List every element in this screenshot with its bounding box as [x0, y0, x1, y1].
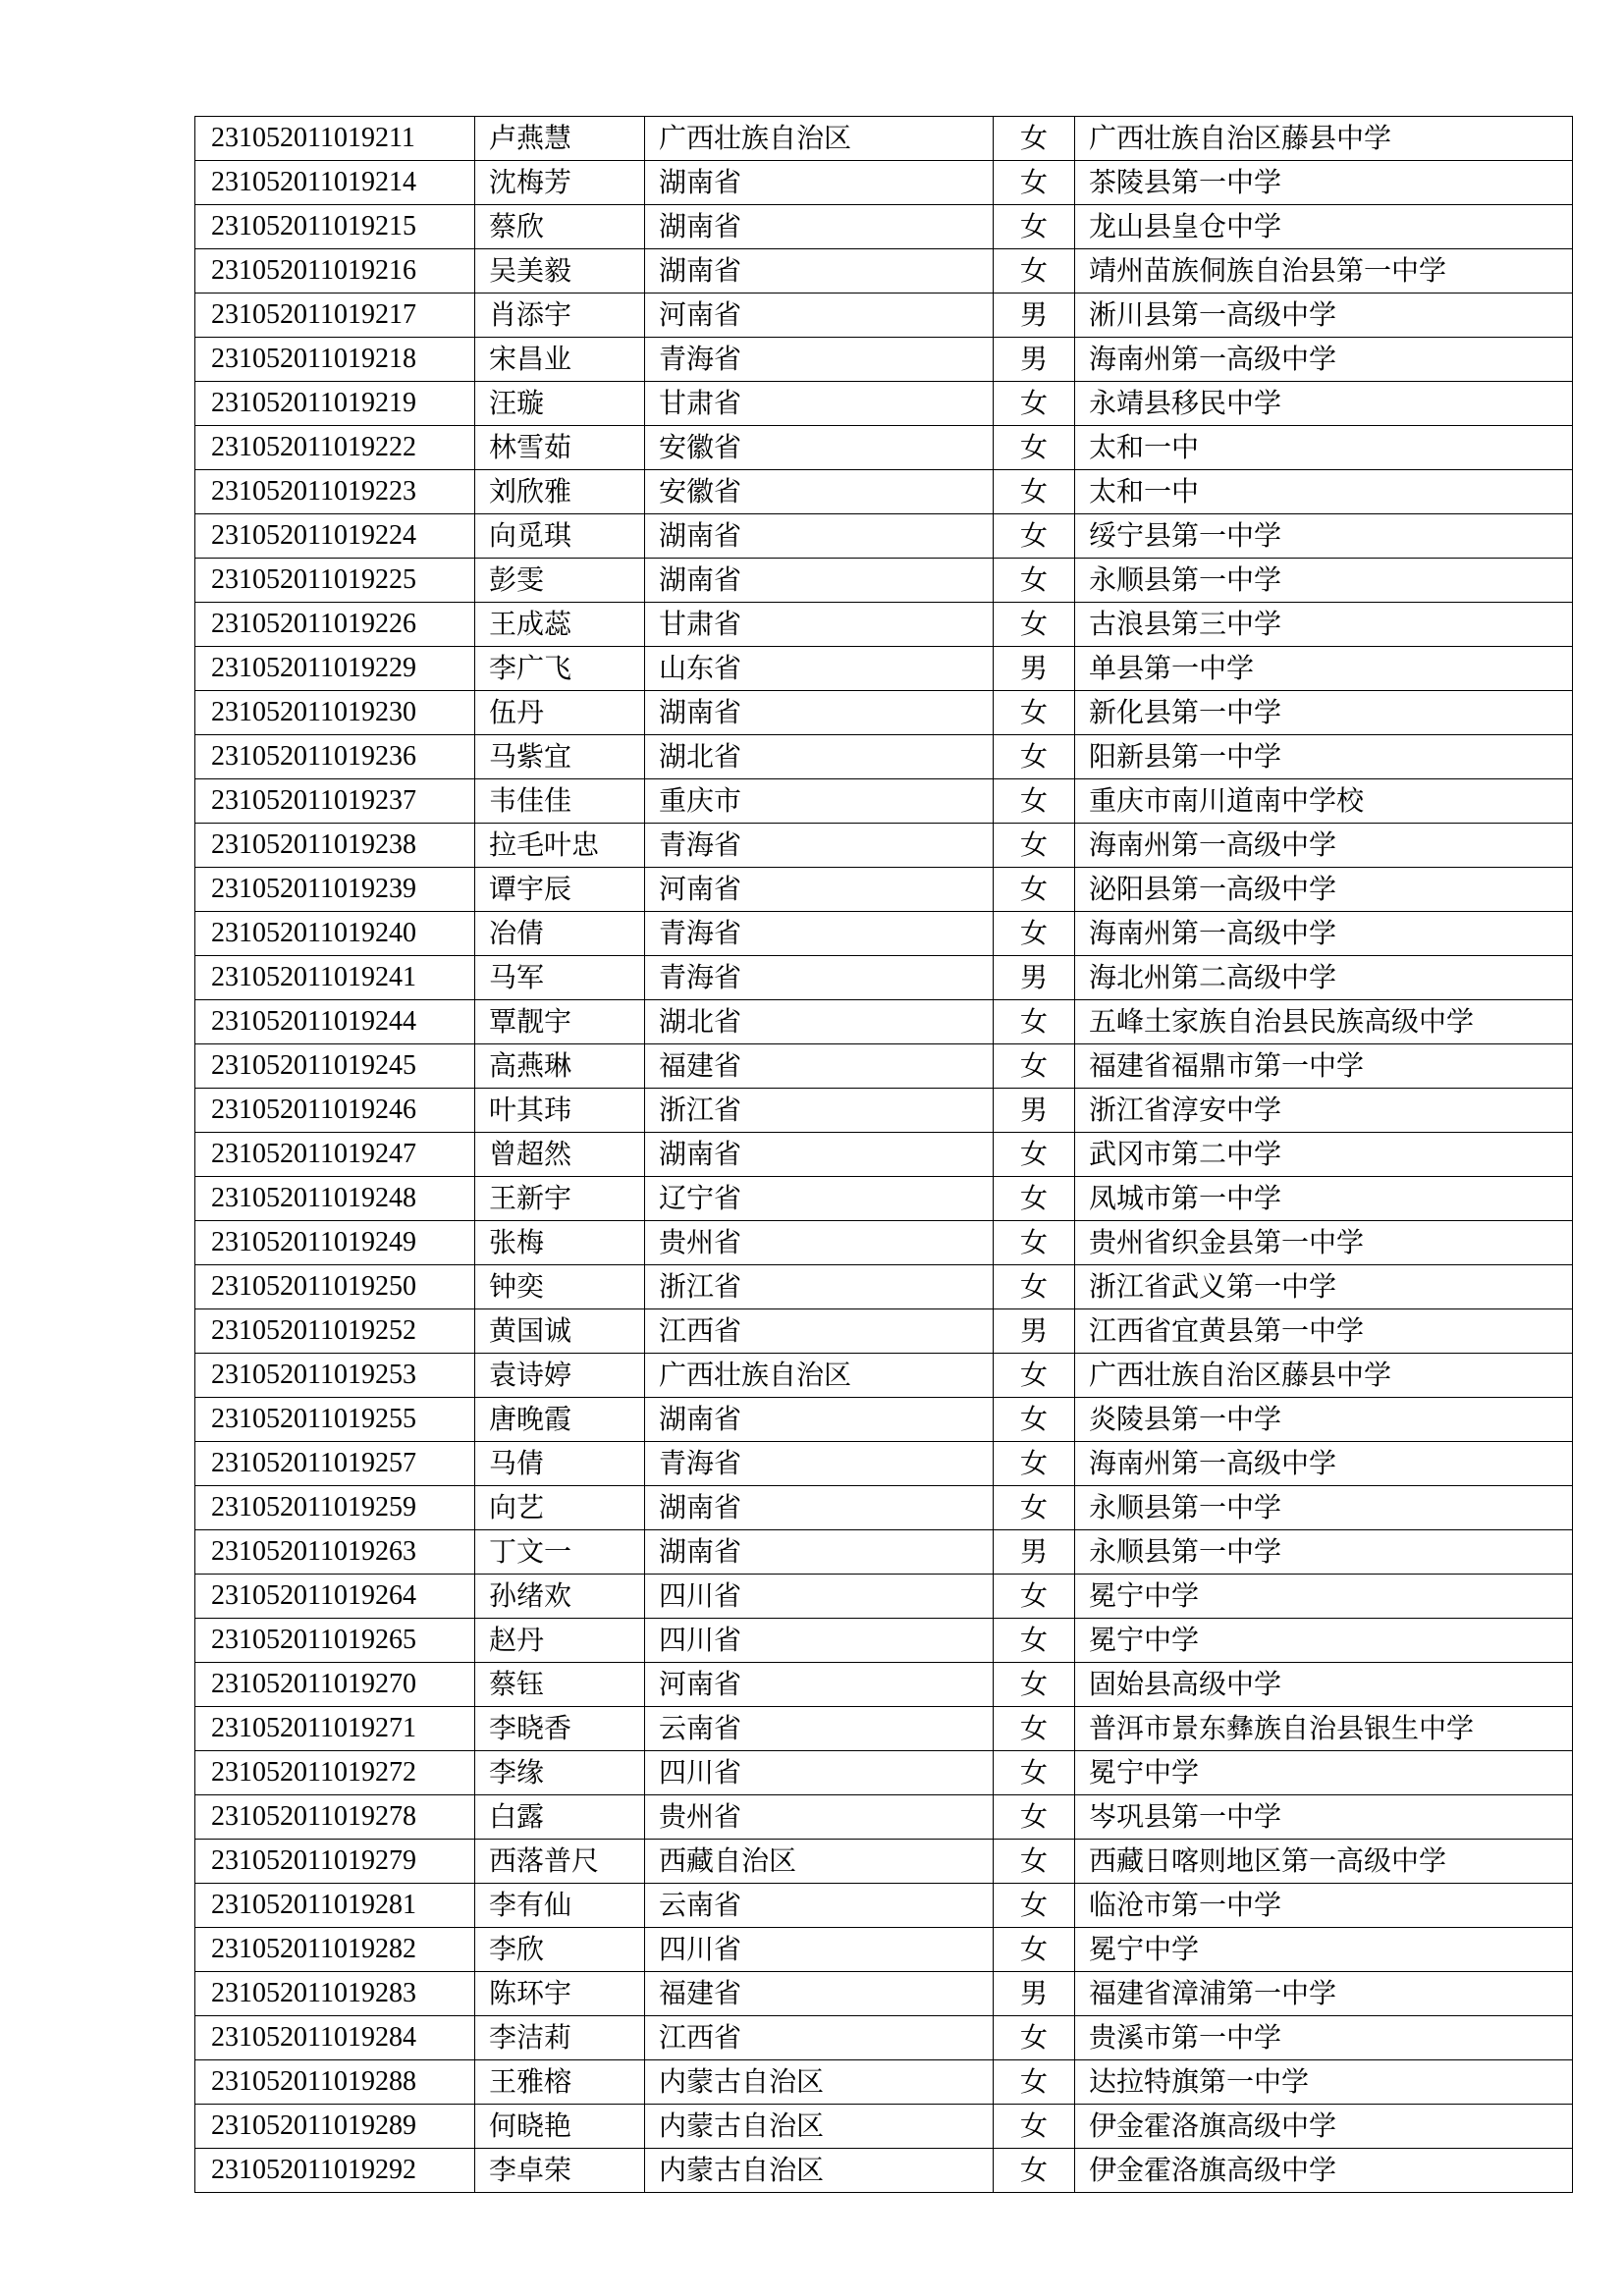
- exam-id-cell: 231052011019218: [195, 338, 475, 382]
- student-name-cell: 西落普尺: [475, 1840, 645, 1884]
- student-name-cell: 韦佳佳: [475, 779, 645, 824]
- student-name-cell: 李广飞: [475, 647, 645, 691]
- table-row: [195, 603, 1573, 647]
- gender-cell: 女: [994, 912, 1075, 956]
- school-cell: 阳新县第一中学: [1075, 735, 1573, 779]
- student-name-cell: 刘欣雅: [475, 470, 645, 514]
- table-row: [195, 647, 1573, 691]
- exam-id-cell: 231052011019241: [195, 956, 475, 1000]
- school-cell: 江西省宜黄县第一中学: [1075, 1309, 1573, 1354]
- gender-cell: 女: [994, 1265, 1075, 1309]
- province-cell: 重庆市: [645, 779, 994, 824]
- table-row: [195, 1089, 1573, 1133]
- student-name-cell: 宋昌业: [475, 338, 645, 382]
- school-cell: 太和一中: [1075, 470, 1573, 514]
- exam-id-cell: 231052011019264: [195, 1575, 475, 1619]
- student-name-cell: 沈梅芳: [475, 161, 645, 205]
- gender-cell: 女: [994, 824, 1075, 868]
- gender-cell: 女: [994, 1751, 1075, 1795]
- exam-id-cell: 231052011019229: [195, 647, 475, 691]
- table-row: [195, 1795, 1573, 1840]
- table-row: [195, 1398, 1573, 1442]
- province-cell: 湖北省: [645, 1000, 994, 1044]
- province-cell: 福建省: [645, 1044, 994, 1089]
- province-cell: 山东省: [645, 647, 994, 691]
- student-name-cell: 王新宇: [475, 1177, 645, 1221]
- table-row: [195, 1000, 1573, 1044]
- exam-id-cell: 231052011019240: [195, 912, 475, 956]
- school-cell: 临沧市第一中学: [1075, 1884, 1573, 1928]
- student-name-cell: 冶倩: [475, 912, 645, 956]
- exam-id-cell: 231052011019211: [195, 117, 475, 161]
- exam-id-cell: 231052011019284: [195, 2016, 475, 2060]
- province-cell: 湖南省: [645, 1398, 994, 1442]
- school-cell: 龙山县皇仓中学: [1075, 205, 1573, 249]
- province-cell: 四川省: [645, 1751, 994, 1795]
- province-cell: 河南省: [645, 1663, 994, 1707]
- gender-cell: 女: [994, 382, 1075, 426]
- province-cell: 河南省: [645, 868, 994, 912]
- province-cell: 四川省: [645, 1619, 994, 1663]
- exam-id-cell: 231052011019244: [195, 1000, 475, 1044]
- school-cell: 贵溪市第一中学: [1075, 2016, 1573, 2060]
- province-cell: 贵州省: [645, 1221, 994, 1265]
- exam-id-cell: 231052011019224: [195, 514, 475, 559]
- province-cell: 浙江省: [645, 1089, 994, 1133]
- province-cell: 湖南省: [645, 559, 994, 603]
- gender-cell: 女: [994, 2149, 1075, 2193]
- province-cell: 湖南省: [645, 249, 994, 294]
- student-name-cell: 李有仙: [475, 1884, 645, 1928]
- exam-id-cell: 231052011019283: [195, 1972, 475, 2016]
- exam-id-cell: 231052011019292: [195, 2149, 475, 2193]
- school-cell: 海南州第一高级中学: [1075, 1442, 1573, 1486]
- exam-id-cell: 231052011019288: [195, 2060, 475, 2105]
- province-cell: 青海省: [645, 824, 994, 868]
- table-row: [195, 2149, 1573, 2193]
- student-name-cell: 李欣: [475, 1928, 645, 1972]
- school-cell: 古浪县第三中学: [1075, 603, 1573, 647]
- exam-id-cell: 231052011019247: [195, 1133, 475, 1177]
- student-name-cell: 汪璇: [475, 382, 645, 426]
- table-row: [195, 1221, 1573, 1265]
- province-cell: 湖南省: [645, 161, 994, 205]
- province-cell: 湖南省: [645, 514, 994, 559]
- province-cell: 甘肃省: [645, 382, 994, 426]
- province-cell: 福建省: [645, 1972, 994, 2016]
- province-cell: 西藏自治区: [645, 1840, 994, 1884]
- student-name-cell: 蔡钰: [475, 1663, 645, 1707]
- province-cell: 内蒙古自治区: [645, 2149, 994, 2193]
- student-name-cell: 谭宇辰: [475, 868, 645, 912]
- student-name-cell: 赵丹: [475, 1619, 645, 1663]
- gender-cell: 女: [994, 249, 1075, 294]
- student-name-cell: 李洁莉: [475, 2016, 645, 2060]
- student-list-body: [195, 117, 1573, 2193]
- school-cell: 炎陵县第一中学: [1075, 1398, 1573, 1442]
- student-name-cell: 覃靓宇: [475, 1000, 645, 1044]
- province-cell: 云南省: [645, 1884, 994, 1928]
- exam-id-cell: 231052011019257: [195, 1442, 475, 1486]
- student-name-cell: 蔡欣: [475, 205, 645, 249]
- exam-id-cell: 231052011019259: [195, 1486, 475, 1530]
- exam-id-cell: 231052011019263: [195, 1530, 475, 1575]
- table-row: [195, 824, 1573, 868]
- province-cell: 江西省: [645, 1309, 994, 1354]
- table-row: [195, 161, 1573, 205]
- province-cell: 云南省: [645, 1707, 994, 1751]
- exam-id-cell: 231052011019230: [195, 691, 475, 735]
- exam-id-cell: 231052011019216: [195, 249, 475, 294]
- gender-cell: 女: [994, 1221, 1075, 1265]
- exam-id-cell: 231052011019282: [195, 1928, 475, 1972]
- exam-id-cell: 231052011019236: [195, 735, 475, 779]
- gender-cell: 女: [994, 1884, 1075, 1928]
- table-row: [195, 1619, 1573, 1663]
- school-cell: 福建省漳浦第一中学: [1075, 1972, 1573, 2016]
- table-row: [195, 735, 1573, 779]
- exam-id-cell: 231052011019226: [195, 603, 475, 647]
- table-row: [195, 1972, 1573, 2016]
- gender-cell: 女: [994, 1619, 1075, 1663]
- school-cell: 单县第一中学: [1075, 647, 1573, 691]
- exam-id-cell: 231052011019238: [195, 824, 475, 868]
- gender-cell: 女: [994, 205, 1075, 249]
- school-cell: 海北州第二高级中学: [1075, 956, 1573, 1000]
- exam-id-cell: 231052011019223: [195, 470, 475, 514]
- school-cell: 永顺县第一中学: [1075, 559, 1573, 603]
- table-row: [195, 294, 1573, 338]
- table-row: [195, 382, 1573, 426]
- gender-cell: 男: [994, 294, 1075, 338]
- exam-id-cell: 231052011019279: [195, 1840, 475, 1884]
- exam-id-cell: 231052011019281: [195, 1884, 475, 1928]
- gender-cell: 女: [994, 1177, 1075, 1221]
- exam-id-cell: 231052011019225: [195, 559, 475, 603]
- student-name-cell: 叶其玮: [475, 1089, 645, 1133]
- gender-cell: 女: [994, 1795, 1075, 1840]
- school-cell: 广西壮族自治区藤县中学: [1075, 117, 1573, 161]
- gender-cell: 男: [994, 1089, 1075, 1133]
- school-cell: 泌阳县第一高级中学: [1075, 868, 1573, 912]
- student-name-cell: 李缘: [475, 1751, 645, 1795]
- table-row: [195, 205, 1573, 249]
- student-name-cell: 张梅: [475, 1221, 645, 1265]
- school-cell: 靖州苗族侗族自治县第一中学: [1075, 249, 1573, 294]
- exam-id-cell: 231052011019215: [195, 205, 475, 249]
- table-row: [195, 249, 1573, 294]
- table-row: [195, 117, 1573, 161]
- student-name-cell: 唐晚霞: [475, 1398, 645, 1442]
- province-cell: 湖南省: [645, 1530, 994, 1575]
- student-name-cell: 肖添宇: [475, 294, 645, 338]
- gender-cell: 女: [994, 426, 1075, 470]
- school-cell: 重庆市南川道南中学校: [1075, 779, 1573, 824]
- gender-cell: 女: [994, 1000, 1075, 1044]
- province-cell: 甘肃省: [645, 603, 994, 647]
- table-row: [195, 956, 1573, 1000]
- gender-cell: 女: [994, 2105, 1075, 2149]
- table-row: [195, 1751, 1573, 1795]
- gender-cell: 男: [994, 1309, 1075, 1354]
- province-cell: 江西省: [645, 2016, 994, 2060]
- gender-cell: 女: [994, 1663, 1075, 1707]
- table-row: [195, 868, 1573, 912]
- table-row: [195, 1663, 1573, 1707]
- province-cell: 四川省: [645, 1575, 994, 1619]
- gender-cell: 女: [994, 1575, 1075, 1619]
- exam-id-cell: 231052011019237: [195, 779, 475, 824]
- school-cell: 绥宁县第一中学: [1075, 514, 1573, 559]
- province-cell: 内蒙古自治区: [645, 2060, 994, 2105]
- table-row: [195, 779, 1573, 824]
- table-row: [195, 1486, 1573, 1530]
- school-cell: 浙江省淳安中学: [1075, 1089, 1573, 1133]
- table-row: [195, 1707, 1573, 1751]
- school-cell: 新化县第一中学: [1075, 691, 1573, 735]
- school-cell: 海南州第一高级中学: [1075, 824, 1573, 868]
- province-cell: 贵州省: [645, 1795, 994, 1840]
- school-cell: 固始县高级中学: [1075, 1663, 1573, 1707]
- province-cell: 湖南省: [645, 1486, 994, 1530]
- table-row: [195, 470, 1573, 514]
- school-cell: 永顺县第一中学: [1075, 1486, 1573, 1530]
- exam-id-cell: 231052011019219: [195, 382, 475, 426]
- gender-cell: 女: [994, 1044, 1075, 1089]
- table-row: [195, 1884, 1573, 1928]
- school-cell: 淅川县第一高级中学: [1075, 294, 1573, 338]
- gender-cell: 女: [994, 1442, 1075, 1486]
- table-row: [195, 338, 1573, 382]
- exam-id-cell: 231052011019246: [195, 1089, 475, 1133]
- table-row: [195, 1133, 1573, 1177]
- exam-id-cell: 231052011019252: [195, 1309, 475, 1354]
- province-cell: 青海省: [645, 912, 994, 956]
- school-cell: 岑巩县第一中学: [1075, 1795, 1573, 1840]
- school-cell: 五峰土家族自治县民族高级中学: [1075, 1000, 1573, 1044]
- gender-cell: 女: [994, 2060, 1075, 2105]
- school-cell: 冕宁中学: [1075, 1928, 1573, 1972]
- exam-id-cell: 231052011019270: [195, 1663, 475, 1707]
- gender-cell: 男: [994, 1972, 1075, 2016]
- school-cell: 海南州第一高级中学: [1075, 912, 1573, 956]
- school-cell: 冕宁中学: [1075, 1751, 1573, 1795]
- student-name-cell: 彭雯: [475, 559, 645, 603]
- exam-id-cell: 231052011019271: [195, 1707, 475, 1751]
- exam-id-cell: 231052011019255: [195, 1398, 475, 1442]
- table-row: [195, 1928, 1573, 1972]
- gender-cell: 女: [994, 1133, 1075, 1177]
- province-cell: 安徽省: [645, 426, 994, 470]
- province-cell: 青海省: [645, 1442, 994, 1486]
- gender-cell: 女: [994, 735, 1075, 779]
- school-cell: 凤城市第一中学: [1075, 1177, 1573, 1221]
- exam-id-cell: 231052011019214: [195, 161, 475, 205]
- province-cell: 浙江省: [645, 1265, 994, 1309]
- table-row: [195, 426, 1573, 470]
- province-cell: 青海省: [645, 338, 994, 382]
- school-cell: 冕宁中学: [1075, 1619, 1573, 1663]
- exam-id-cell: 231052011019272: [195, 1751, 475, 1795]
- gender-cell: 女: [994, 1707, 1075, 1751]
- school-cell: 永顺县第一中学: [1075, 1530, 1573, 1575]
- exam-id-cell: 231052011019278: [195, 1795, 475, 1840]
- exam-id-cell: 231052011019222: [195, 426, 475, 470]
- student-name-cell: 何晓艳: [475, 2105, 645, 2149]
- student-name-cell: 王成蕊: [475, 603, 645, 647]
- table-row: [195, 1442, 1573, 1486]
- province-cell: 湖北省: [645, 735, 994, 779]
- student-name-cell: 拉毛叶忠: [475, 824, 645, 868]
- province-cell: 河南省: [645, 294, 994, 338]
- exam-id-cell: 231052011019250: [195, 1265, 475, 1309]
- gender-cell: 女: [994, 470, 1075, 514]
- exam-id-cell: 231052011019265: [195, 1619, 475, 1663]
- school-cell: 福建省福鼎市第一中学: [1075, 1044, 1573, 1089]
- table-row: [195, 559, 1573, 603]
- student-name-cell: 马倩: [475, 1442, 645, 1486]
- table-row: [195, 691, 1573, 735]
- province-cell: 广西壮族自治区: [645, 117, 994, 161]
- table-row: [195, 1177, 1573, 1221]
- school-cell: 茶陵县第一中学: [1075, 161, 1573, 205]
- student-name-cell: 卢燕慧: [475, 117, 645, 161]
- student-name-cell: 林雪茹: [475, 426, 645, 470]
- gender-cell: 男: [994, 647, 1075, 691]
- student-name-cell: 钟奕: [475, 1265, 645, 1309]
- school-cell: 武冈市第二中学: [1075, 1133, 1573, 1177]
- gender-cell: 女: [994, 514, 1075, 559]
- student-name-cell: 伍丹: [475, 691, 645, 735]
- table-row: [195, 2060, 1573, 2105]
- student-name-cell: 陈环宇: [475, 1972, 645, 2016]
- student-name-cell: 马军: [475, 956, 645, 1000]
- school-cell: 太和一中: [1075, 426, 1573, 470]
- school-cell: 达拉特旗第一中学: [1075, 2060, 1573, 2105]
- student-name-cell: 李晓香: [475, 1707, 645, 1751]
- school-cell: 伊金霍洛旗高级中学: [1075, 2105, 1573, 2149]
- school-cell: 西藏日喀则地区第一高级中学: [1075, 1840, 1573, 1884]
- gender-cell: 女: [994, 1486, 1075, 1530]
- school-cell: 冕宁中学: [1075, 1575, 1573, 1619]
- student-name-cell: 王雅榕: [475, 2060, 645, 2105]
- student-name-cell: 向艺: [475, 1486, 645, 1530]
- gender-cell: 女: [994, 2016, 1075, 2060]
- exam-id-cell: 231052011019248: [195, 1177, 475, 1221]
- student-list-table: [194, 116, 1573, 2193]
- table-row: [195, 1575, 1573, 1619]
- table-row: [195, 912, 1573, 956]
- table-row: [195, 2016, 1573, 2060]
- exam-id-cell: 231052011019239: [195, 868, 475, 912]
- gender-cell: 女: [994, 161, 1075, 205]
- gender-cell: 女: [994, 117, 1075, 161]
- gender-cell: 女: [994, 1928, 1075, 1972]
- exam-id-cell: 231052011019245: [195, 1044, 475, 1089]
- school-cell: 普洱市景东彝族自治县银生中学: [1075, 1707, 1573, 1751]
- school-cell: 贵州省织金县第一中学: [1075, 1221, 1573, 1265]
- gender-cell: 女: [994, 691, 1075, 735]
- school-cell: 海南州第一高级中学: [1075, 338, 1573, 382]
- student-name-cell: 曾超然: [475, 1133, 645, 1177]
- gender-cell: 女: [994, 779, 1075, 824]
- table-row: [195, 1354, 1573, 1398]
- gender-cell: 女: [994, 1840, 1075, 1884]
- province-cell: 内蒙古自治区: [645, 2105, 994, 2149]
- province-cell: 安徽省: [645, 470, 994, 514]
- province-cell: 湖南省: [645, 691, 994, 735]
- gender-cell: 男: [994, 338, 1075, 382]
- student-name-cell: 吴美毅: [475, 249, 645, 294]
- province-cell: 辽宁省: [645, 1177, 994, 1221]
- table-row: [195, 2105, 1573, 2149]
- gender-cell: 女: [994, 559, 1075, 603]
- student-name-cell: 袁诗婷: [475, 1354, 645, 1398]
- student-name-cell: 白露: [475, 1795, 645, 1840]
- table-row: [195, 1309, 1573, 1354]
- table-row: [195, 514, 1573, 559]
- province-cell: 广西壮族自治区: [645, 1354, 994, 1398]
- school-cell: 浙江省武义第一中学: [1075, 1265, 1573, 1309]
- student-name-cell: 马紫宜: [475, 735, 645, 779]
- province-cell: 湖南省: [645, 1133, 994, 1177]
- gender-cell: 男: [994, 1530, 1075, 1575]
- province-cell: 湖南省: [645, 205, 994, 249]
- gender-cell: 女: [994, 1398, 1075, 1442]
- school-cell: 广西壮族自治区藤县中学: [1075, 1354, 1573, 1398]
- student-name-cell: 高燕琳: [475, 1044, 645, 1089]
- student-name-cell: 黄国诚: [475, 1309, 645, 1354]
- exam-id-cell: 231052011019249: [195, 1221, 475, 1265]
- gender-cell: 女: [994, 1354, 1075, 1398]
- table-row: [195, 1840, 1573, 1884]
- student-name-cell: 李卓荣: [475, 2149, 645, 2193]
- table-row: [195, 1530, 1573, 1575]
- student-name-cell: 向觅琪: [475, 514, 645, 559]
- school-cell: 永靖县移民中学: [1075, 382, 1573, 426]
- gender-cell: 女: [994, 603, 1075, 647]
- school-cell: 伊金霍洛旗高级中学: [1075, 2149, 1573, 2193]
- gender-cell: 女: [994, 868, 1075, 912]
- exam-id-cell: 231052011019253: [195, 1354, 475, 1398]
- exam-id-cell: 231052011019217: [195, 294, 475, 338]
- province-cell: 四川省: [645, 1928, 994, 1972]
- table-row: [195, 1044, 1573, 1089]
- exam-id-cell: 231052011019289: [195, 2105, 475, 2149]
- student-name-cell: 丁文一: [475, 1530, 645, 1575]
- gender-cell: 男: [994, 956, 1075, 1000]
- student-name-cell: 孙绪欢: [475, 1575, 645, 1619]
- province-cell: 青海省: [645, 956, 994, 1000]
- table-row: [195, 1265, 1573, 1309]
